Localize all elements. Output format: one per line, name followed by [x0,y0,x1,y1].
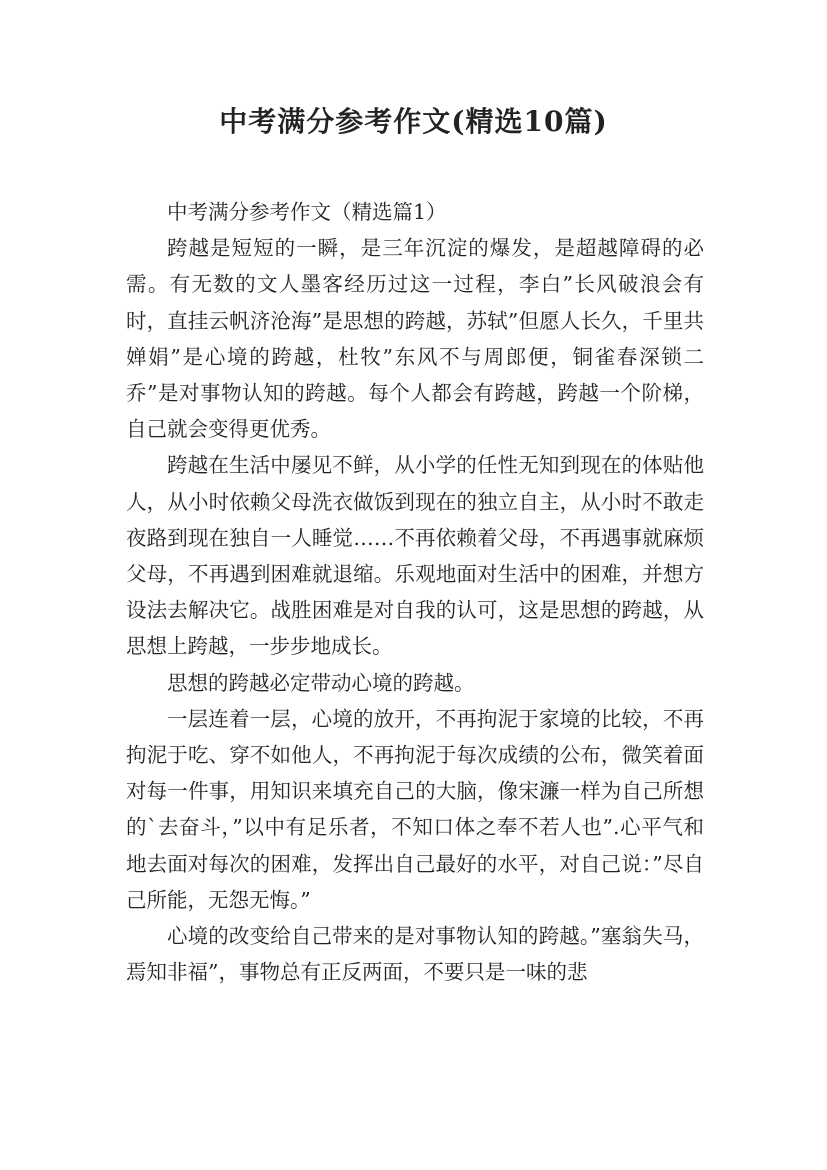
paragraph: 一层连着一层，心境的放开，不再拘泥于家境的比较，不再拘泥于吃、穿不如他人，不再拘泥于每次成绩的公布，微笑着面对每一件事，用知识来填充自己的大脑，像宋濂一样为自己所想的`去奋斗，”以中有足乐者，不知口体之奉不若人也”.心平气和地去面对每次的困难，发挥出自己最好的水平，对自己说：”尽自己所能，无怨无悔。” [126,706,704,912]
document-body [126,194,704,990]
paragraph: 心境的改变给自己带来的是对事物认知的跨越。”塞翁失马，焉知非福”，事物总有正反两面，不要只是一味的悲 [126,924,704,985]
paragraph: 思想的跨越必定带动心境的跨越。 [167,670,475,695]
paragraph: 跨越是短短的一瞬，是三年沉淀的爆发，是超越障碍的必需。有无数的文人墨客经历过这一过程，李白”长风破浪会有时，直挂云帆济沧海”是思想的跨越，苏轼”但愿人长久，千里共婵娟”是心境的跨越，杜牧”东风不与周郎便，铜雀春深锁二乔”是对事物认知的跨越。每个人都会有跨越，跨越一个阶梯，自己就会变得更优秀。 [126,236,704,442]
section-heading: 中考满分参考作文（精选篇1） [167,200,447,224]
document-title: 中考满分参考作文(精选10篇) [219,105,608,138]
paragraph: 跨越在生活中屡见不鲜，从小学的任性无知到现在的体贴他人，从小时依赖父母洗衣做饭到现在的独立自主，从小时不敢走夜路到现在独自一人睡觉……不再依赖着父母，不再遇事就麻烦父母，不再遇到困难就退缩。乐观地面对生活中的困难，并想方设法去解决它。战胜困难是对自我的认可，这是思想的跨越，从思想上跨越，一步步地成长。 [126,453,704,659]
